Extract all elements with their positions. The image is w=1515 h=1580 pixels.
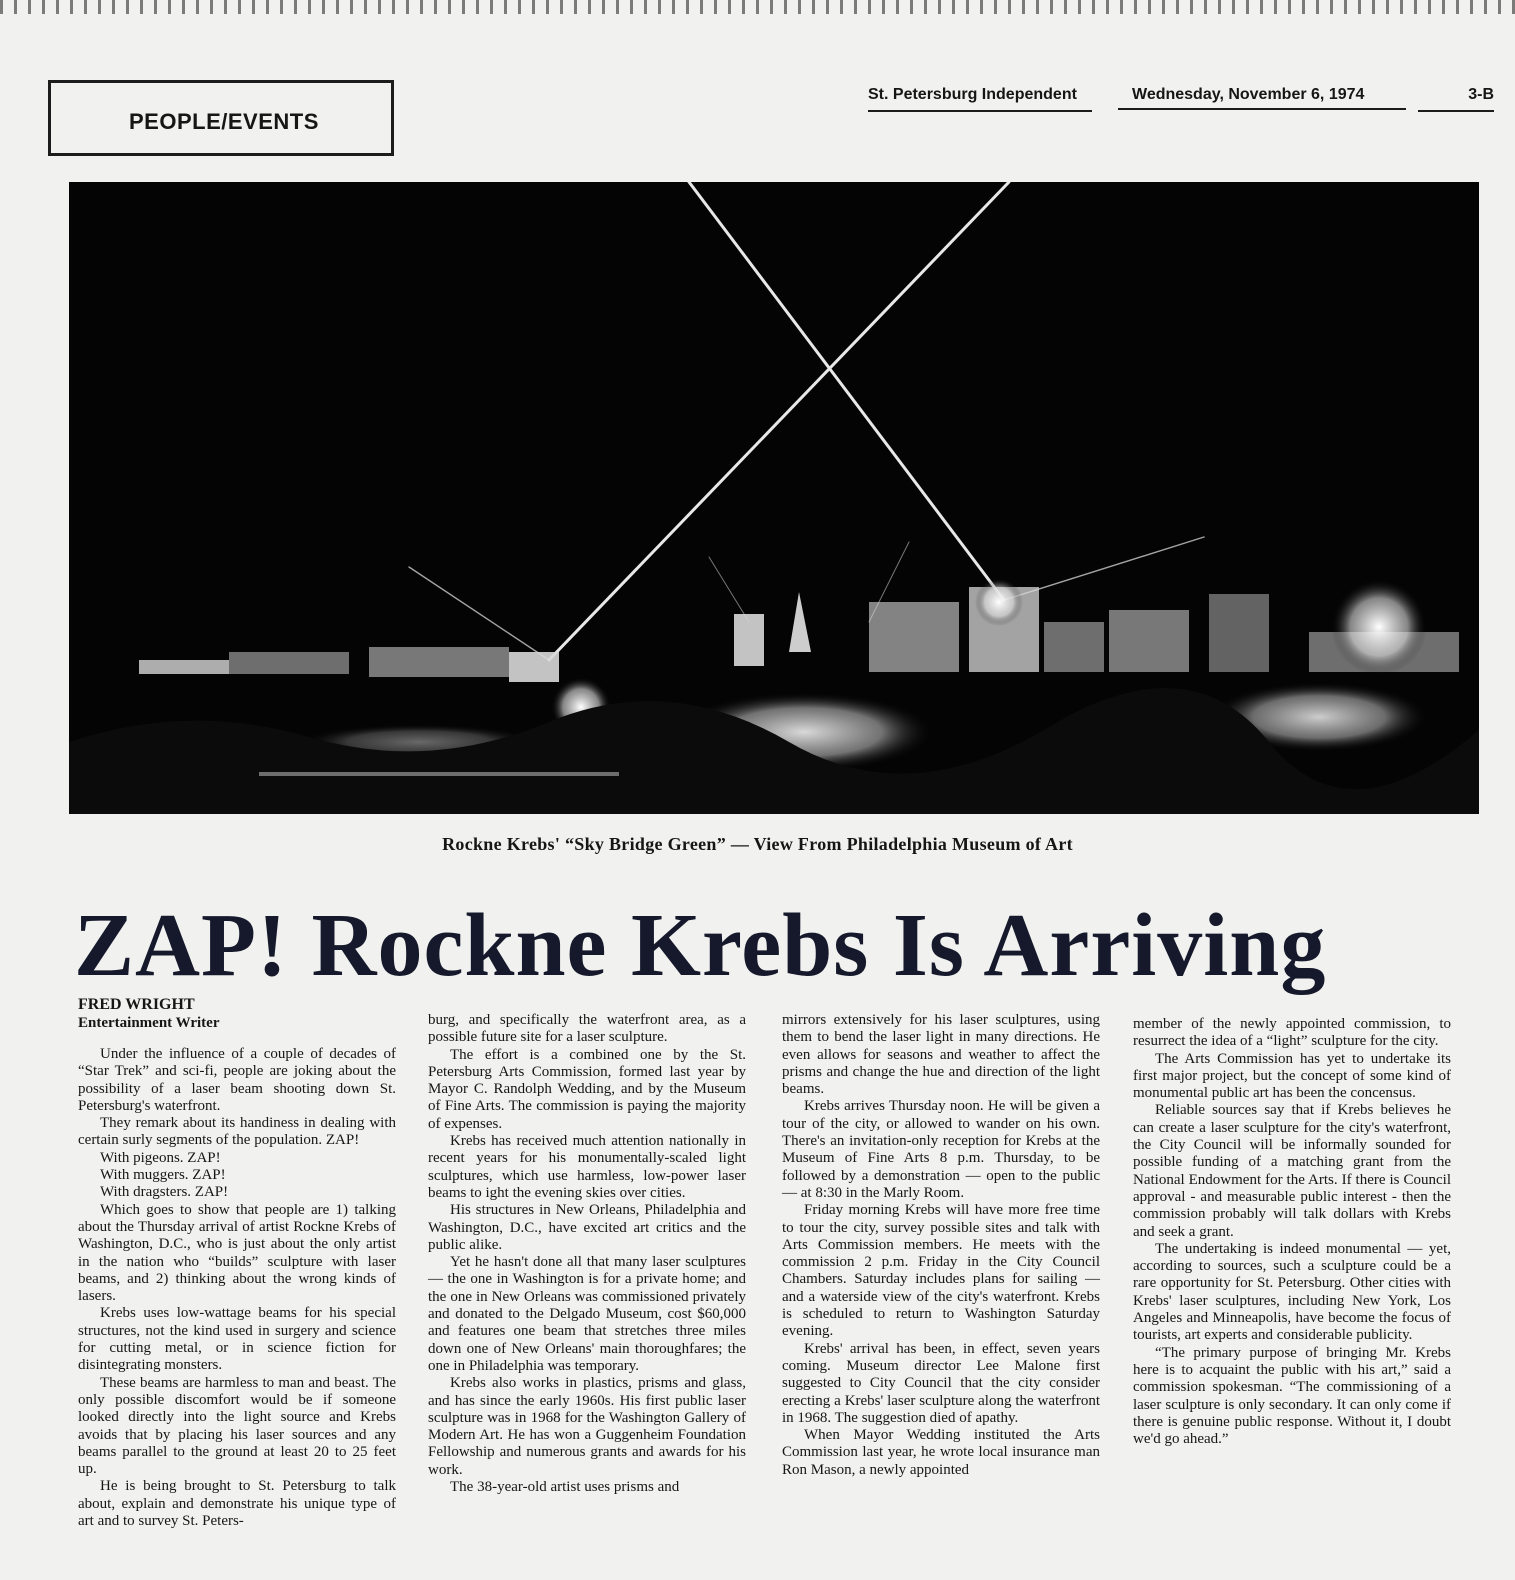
newspaper-name: St. Petersburg Independent	[868, 86, 1092, 112]
article-paragraph: These beams are harmless to man and beast. The only possible discomfort would be if someone looked directly into the light source and Krebs avoids that by placing his laser sources and any beams parallel to the ground at least 20 to 25 feet up.	[78, 1374, 396, 1478]
article-column-4	[1133, 1016, 1451, 1448]
article-paragraph: member of the newly appointed commission, to resurrect the idea of a “light” sculpture for the city.	[1133, 1016, 1451, 1050]
article-paragraph: Which goes to show that people are 1) talking about the Thursday arrival of artist Rockne Krebs of Washington, D.C., who is just about the only artist in the nation who “builds” sculpture with laser beams, and 2) thinking about the wrong kinds of lasers.	[78, 1201, 396, 1305]
article-paragraph: “The primary purpose of bringing Mr. Krebs here is to acquaint the public with his art,” said a commission spokesman. “The commissioning of a laser sculpture is only secondary. It can only come if there is genuine public response. Without it, I doubt we'd go ahead.”	[1133, 1344, 1451, 1448]
torn-page-edge	[0, 0, 1515, 14]
article-paragraph: The effort is a combined one by the St. Petersburg Arts Commission, formed last year by Mayor C. Randolph Wedding, and by the Museum of Fine Arts. The commission is paying the majority of expenses.	[428, 1046, 746, 1132]
article-paragraph: The undertaking is indeed monumental — yet, according to sources, such a sculpture could be a rare opportunity for St. Petersburg. Other cities with Krebs' laser sculptures, including New York, Los Angeles and Minneapolis, have become the focus of tourists, art experts and considerable publicity.	[1133, 1240, 1451, 1344]
article-paragraph: Krebs' arrival has been, in effect, seven years coming. Museum director Lee Malone first suggested to City Council that the city consider erecting a Krebs' laser sculpture along the waterfront in 1968. The suggestion died of apathy.	[782, 1340, 1100, 1426]
article-headline: ZAP! Rockne Krebs Is Arriving	[74, 896, 1327, 995]
article-paragraph: mirrors extensively for his laser sculptures, using them to bend the laser light in many directions. He even allows for seasons and weather to affect the prisms and change the hue and direction of the light beams.	[782, 1012, 1100, 1098]
byline	[78, 996, 220, 1032]
article-paragraph: When Mayor Wedding instituted the Arts Commission last year, he wrote local insurance man Ron Mason, a newly appointed	[782, 1427, 1100, 1478]
author-role: Entertainment Writer	[78, 1015, 220, 1031]
issue-date: Wednesday, November 6, 1974	[1118, 86, 1406, 110]
article-paragraph: Reliable sources say that if Krebs believes he can create a laser sculpture for the city's waterfront, the City Council will be informally sounded for possible funding of a matching grant from the National Endowment for the Arts. If there is Council approval - and measurable public interest - then the commission probably will talk dollars with Krebs and seek a grant.	[1133, 1102, 1451, 1240]
article-paragraph: The Arts Commission has yet to undertake its first major project, but the concept of some kind of monumental public art has been the concensus.	[1133, 1050, 1451, 1102]
article-paragraph: Friday morning Krebs will have more free time to tour the city, survey possible sites and talk with Arts Commission members. He meets with the commission 2 p.m. Friday in the City Council Chambers. Saturday includes plans for sailing — and a waterside view of the city's waterfront. Krebs is scheduled to return to Washington Saturday evening.	[782, 1202, 1100, 1340]
article-paragraph: With pigeons. ZAP!	[100, 1149, 221, 1166]
article-paragraph: Krebs arrives Thursday noon. He will be given a tour of the city, or allowed to wander on his own. There's an invitation-only reception for Krebs at the Museum of Fine Arts 8 p.m. Thursday, to be followed by a demonstration — open to the public — at 8:30 in the Marly Room.	[782, 1098, 1100, 1201]
article-paragraph: Krebs also works in plastics, prisms and glass, and has since the early 1960s. His first public laser sculpture was in 1968 for the Washington Gallery of Modern Art. He has won a Guggenheim Foundation Fellowship and numerous grants and awards for his work.	[428, 1375, 746, 1478]
section-label-box	[48, 80, 394, 156]
article-paragraph: burg, and specifically the waterfront area, as a possible future site for a laser sculpture.	[428, 1012, 746, 1046]
author-name: FRED WRIGHT	[78, 996, 195, 1013]
article-paragraph: Krebs uses low-wattage beams for his special structures, not the kind used in surgery and science for cutting metal, or in science fiction for disintegrating monsters.	[78, 1305, 396, 1374]
article-paragraph: They remark about its handiness in dealing with certain surly segments of the population. ZAP!	[78, 1115, 396, 1149]
article-paragraph: Under the influence of a couple of decades of “Star Trek” and sci-fi, people are joking about the possibility of a laser beam shooting down St. Petersburg's waterfront.	[78, 1046, 396, 1114]
article-paragraph: His structures in New Orleans, Philadelphia and Washington, D.C., have excited art critics and the public alike.	[428, 1202, 746, 1253]
section-label: PEOPLE/EVENTS	[129, 109, 319, 134]
article-column-1	[78, 1046, 396, 1530]
article-paragraph: Krebs has received much attention nationally in recent years for his monumentally-scaled light sculptures, which use harmless, low-power laser beams to ight the evening skies over cities.	[428, 1133, 746, 1201]
article-paragraph: The 38-year-old artist uses prisms and	[450, 1479, 680, 1496]
article-column-2	[428, 1012, 746, 1496]
page-number: 3-B	[1418, 86, 1494, 112]
photo-caption: Rockne Krebs' “Sky Bridge Green” — View From Philadelphia Museum of Art	[442, 834, 1073, 854]
article-paragraph: With dragsters. ZAP!	[100, 1184, 229, 1201]
laser-sculpture-photo	[69, 182, 1479, 814]
article-paragraph: Yet he hasn't done all that many laser sculptures — the one in Washington is for a private home; and the one in New Orleans was commissioned privately and donated to the Delgado Museum, cost $60,000 and features one beam that stretches three miles down one of New Orleans' main thoroughfares; the one in Philadelphia was temporary.	[428, 1254, 746, 1374]
article-paragraph: With muggers. ZAP!	[100, 1167, 226, 1184]
article-column-3	[782, 1012, 1100, 1479]
article-paragraph: He is being brought to St. Petersburg to talk about, explain and demonstrate his unique type of art and to survey St. Peters-	[78, 1478, 396, 1530]
